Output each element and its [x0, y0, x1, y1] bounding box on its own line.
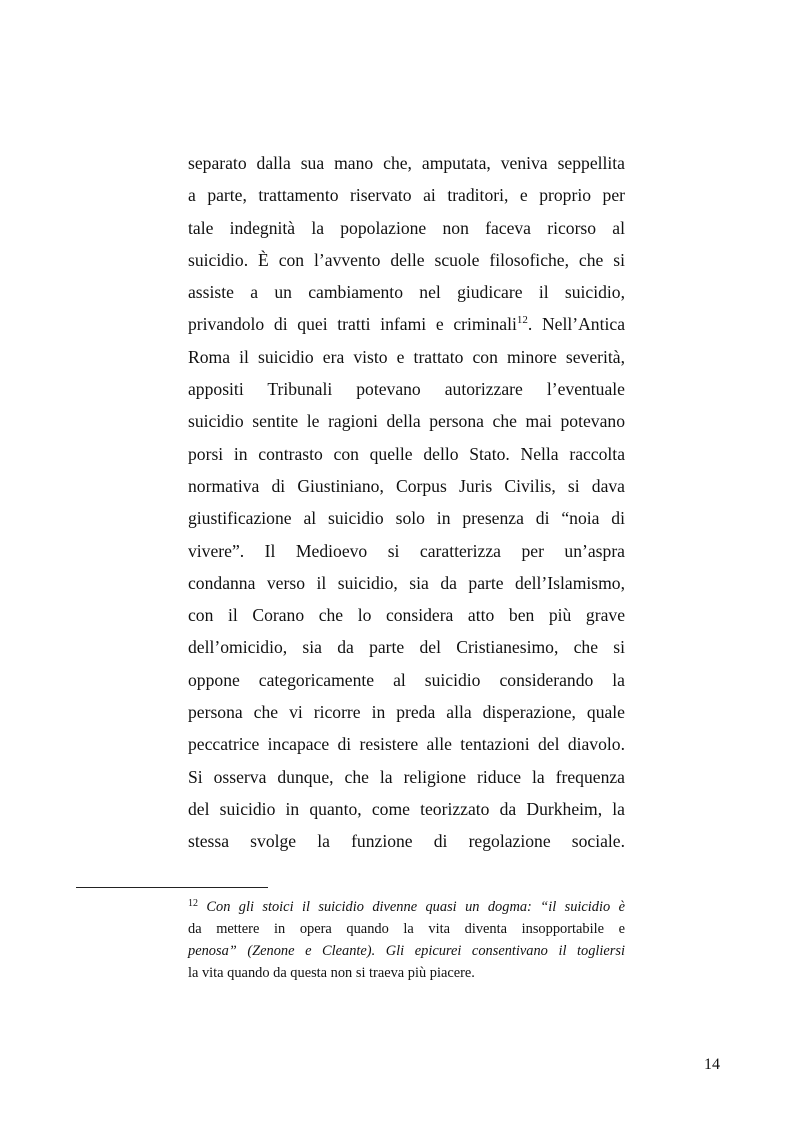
text-line: suicidio sentite le ragioni della persona che mai potevano [188, 411, 625, 432]
page-number: 14 [704, 1056, 720, 1073]
footnote-line: da mettere in opera quando la vita diventa insopportabile e [188, 921, 625, 937]
footnote [188, 896, 625, 984]
text-segment: privandolo di quei tratti infami e criminali [188, 314, 517, 335]
footnote-separator [76, 887, 268, 888]
text-line: normativa di Giustiniano, Corpus Juris Civilis, si dava [188, 475, 625, 496]
text-line: stessa svolge la funzione di regolazione sociale. [188, 831, 625, 852]
text-line: condanna verso il suicidio, sia da parte dell’Islamismo, [188, 572, 625, 593]
text-segment: . Nell’Antica [527, 314, 626, 335]
footnote-line: la vita quando da questa non si traeva più piacere. [188, 965, 475, 981]
text-line: a parte, trattamento riservato ai traditori, e proprio per [188, 185, 625, 206]
text-line: separato dalla sua mano che, amputata, veniva seppellita [188, 153, 625, 173]
text-line: appositi Tribunali potevano autorizzare l’eventuale [188, 379, 625, 400]
text-line: persona che vi ricorre in preda alla disperazione, quale [188, 702, 625, 723]
text-line: dell’omicidio, sia da parte del Cristianesimo, che si [188, 637, 625, 658]
text-line: assiste a un cambiamento nel giudicare il suicidio, [188, 282, 625, 303]
text-line: suicidio. È con l’avvento delle scuole filosofiche, che si [188, 249, 625, 270]
footnote-text: penosa” (Zenone e Cleante). Gli epicurei consentivano il togliersi [188, 943, 625, 959]
text-line: Roma il suicidio era visto e trattato con minore severità, [188, 346, 625, 367]
text-line: oppone categoricamente al suicidio considerando la [188, 669, 625, 690]
text-line: tale indegnità la popolazione non faceva ricorso al [188, 217, 625, 238]
text-line: porsi in contrasto con quelle dello Stato. Nella raccolta [188, 443, 625, 464]
footnote-line [188, 896, 625, 918]
footnote-number: 12 [188, 898, 198, 909]
text-line: giustificazione al suicidio solo in presenza di “noia di [188, 508, 625, 529]
footnote-reference: 12 [516, 314, 528, 327]
footnote-line [188, 940, 625, 962]
main-text [188, 147, 625, 858]
footnote-text: Con gli stoici il suicidio divenne quasi un dogma: “il suicidio è [206, 899, 625, 915]
text-line: peccatrice incapace di resistere alle tentazioni del diavolo. [188, 734, 625, 755]
text-line: del suicidio in quanto, come teorizzato da Durkheim, la [188, 798, 625, 819]
text-line-with-footnote-ref [188, 308, 625, 340]
text-line: vivere”. Il Medioevo si caratterizza per un’aspra [188, 540, 625, 561]
text-line: con il Corano che lo considera atto ben più grave [188, 605, 625, 626]
text-line: Si osserva dunque, che la religione riduce la frequenza [188, 766, 625, 787]
